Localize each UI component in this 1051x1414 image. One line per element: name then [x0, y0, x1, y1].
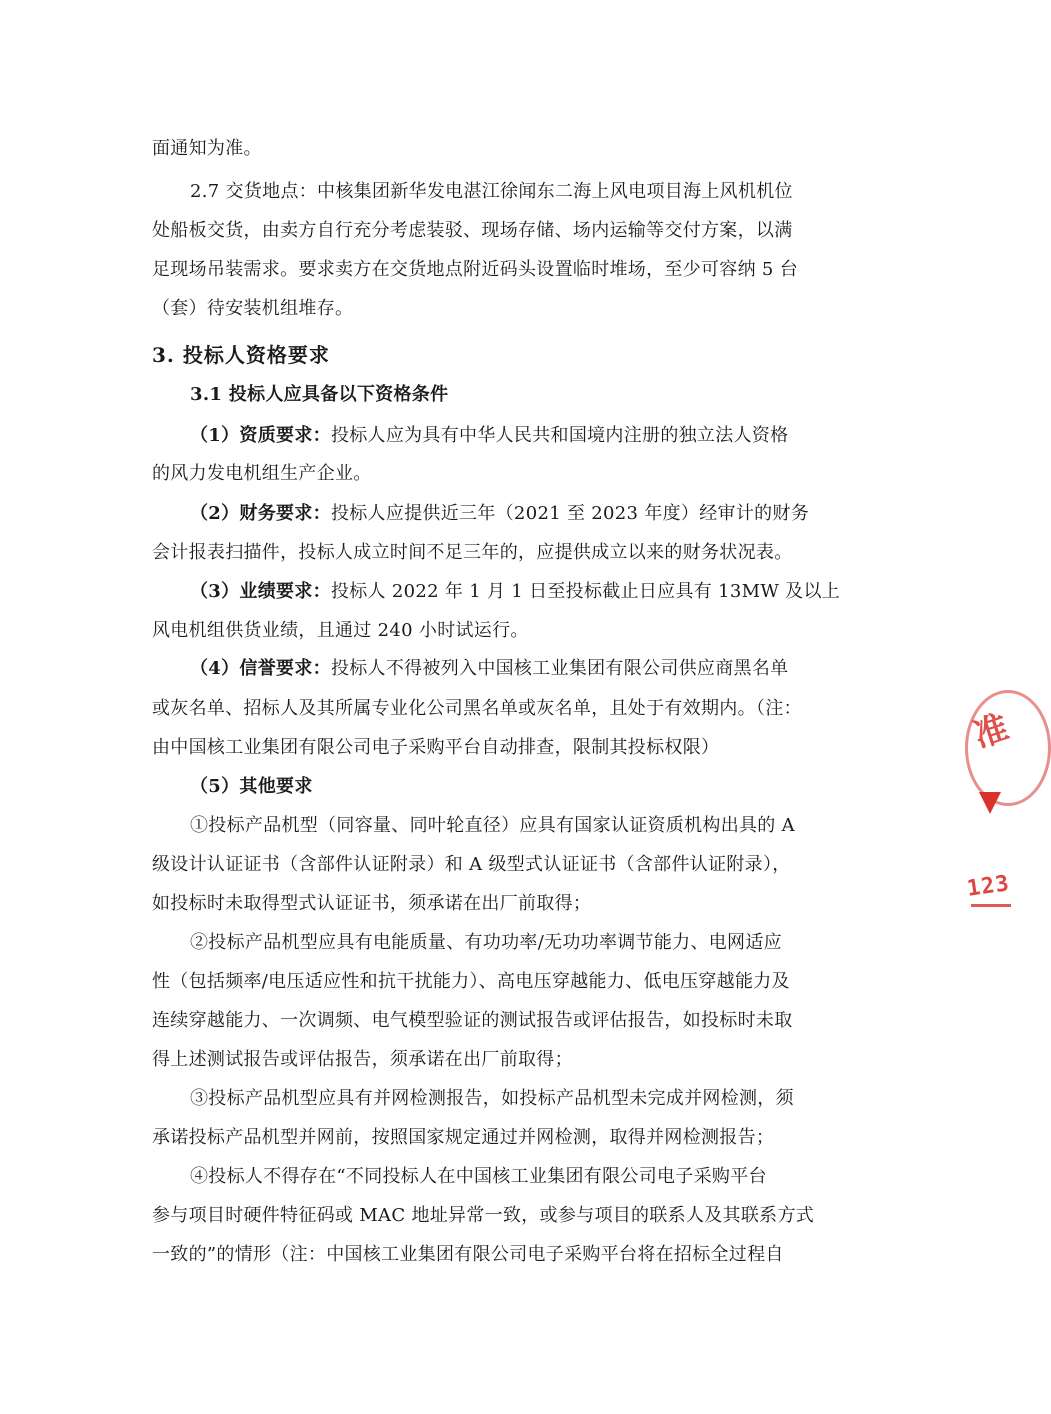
requirement-text: 投标人 2022 年 1 月 1 日至投标截止日应具有 13MW 及以上	[330, 581, 841, 602]
requirement-label: （4）信誉要求：	[190, 658, 331, 679]
requirement-label: （3）业绩要求：	[190, 581, 331, 602]
text-line	[190, 657, 788, 681]
text-line: 一致的”的情形（注：中国核工业集团有限公司电子采购平台将在招标全过程自	[152, 1244, 784, 1265]
seal-mark	[955, 790, 1000, 830]
text-line: 由中国核工业集团有限公司电子采购平台自动排查，限制其投标权限）	[152, 737, 720, 758]
text-line: ③投标产品机型应具有并网检测报告，如投标产品机型未完成并网检测，须	[190, 1088, 794, 1109]
text-line: （套）待安装机组堆存。	[152, 298, 354, 319]
requirement-label: （5）其他要求	[190, 776, 313, 797]
text-line: ①投标产品机型（同容量、同叶轮直径）应具有国家认证资质机构出具的 A	[190, 815, 795, 836]
text-line: ②投标产品机型应具有电能质量、有功功率/无功功率调节能力、电网适应	[190, 932, 782, 953]
subsection-heading: 3.1 投标人应具备以下资格条件	[190, 384, 449, 405]
requirement-label: （2）财务要求：	[190, 503, 331, 524]
text-line	[190, 580, 840, 604]
text-line: 处船板交货，由卖方自行充分考虑装驳、现场存储、场内运输等交付方案，以满	[152, 220, 793, 241]
text-line: 参与项目时硬件特征码或 MAC 地址异常一致，或参与项目的联系人及其联系方式	[152, 1205, 815, 1226]
seal-mark-shape	[979, 792, 1001, 814]
requirement-label: （1）资质要求：	[190, 425, 331, 446]
text-line: 面通知为准。	[152, 138, 262, 159]
text-line	[190, 424, 788, 448]
seal-digits: 123	[965, 871, 1012, 902]
requirement-text: 投标人应为具有中华人民共和国境内注册的独立法人资格	[330, 425, 789, 446]
text-line: 的风力发电机组生产企业。	[152, 463, 372, 484]
text-line: 足现场吊装需求。要求卖方在交货地点附近码头设置临时堆场，至少可容纳 5 台	[152, 259, 798, 280]
seal-stamp	[955, 690, 1014, 800]
text-line: 性（包括频率/电压适应性和抗干扰能力）、高电压穿越能力、低电压穿越能力及	[152, 971, 790, 992]
seal-glyph: 准	[968, 707, 1014, 757]
text-line: 或灰名单、招标人及其所属专业化公司黑名单或灰名单，且处于有效期内。（注：	[152, 698, 802, 719]
text-line: 连续穿越能力、一次调频、电气模型验证的测试报告或评估报告，如投标时未取	[152, 1010, 793, 1031]
text-line: 级设计认证证书（含部件认证附录）和 A 级型式认证证书（含部件认证附录），	[152, 854, 791, 875]
requirement-text: 投标人不得被列入中国核工业集团有限公司供应商黑名单	[330, 658, 789, 679]
section-heading: 3. 投标人资格要求	[152, 343, 330, 367]
text-line: 得上述测试报告或评估报告，须承诺在出厂前取得；	[152, 1049, 573, 1070]
text-line: ④投标人不得存在“不同投标人在中国核工业集团有限公司电子采购平台	[190, 1166, 767, 1187]
text-line: 2.7 交货地点：中核集团新华发电湛江徐闻东二海上风电项目海上风机机位	[190, 181, 793, 202]
text-line	[190, 502, 809, 526]
text-line: 会计报表扫描件，投标人成立时间不足三年的，应提供成立以来的财务状况表。	[152, 542, 793, 563]
requirement-text: 投标人应提供近三年（2021 至 2023 年度）经审计的财务	[330, 503, 810, 524]
text-line: 承诺投标产品机型并网前，按照国家规定通过并网检测，取得并网检测报告；	[152, 1127, 775, 1148]
text-line: 如投标时未取得型式认证证书，须承诺在出厂前取得；	[152, 893, 592, 914]
seal-bar	[971, 904, 1011, 907]
text-line: 风电机组供货业绩，且通过 240 小时试运行。	[152, 620, 529, 641]
seal-number	[955, 860, 1012, 920]
